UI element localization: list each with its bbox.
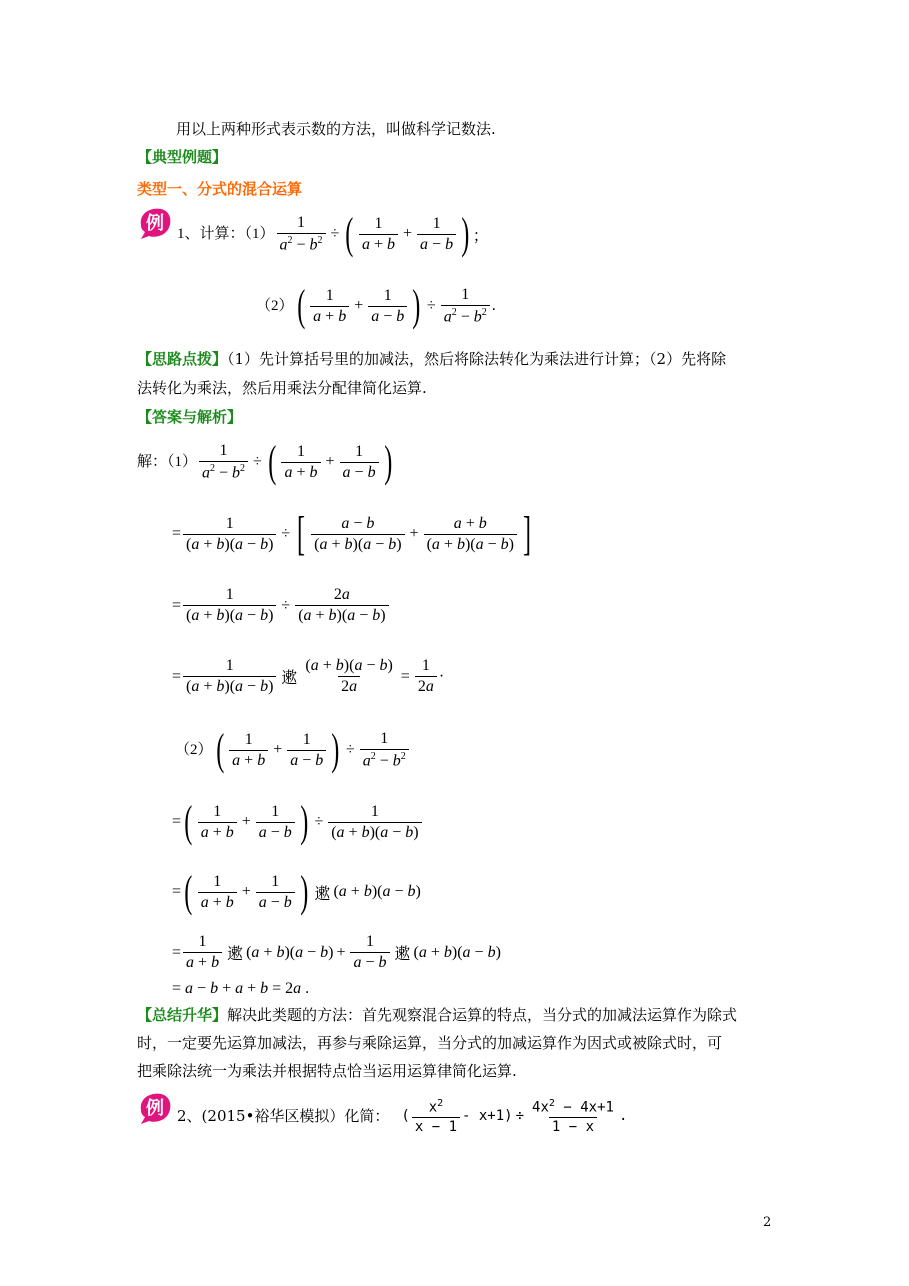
page-number: 2 (763, 1215, 772, 1230)
summary-line1 (137, 1004, 737, 1026)
solution2-step3: = $\frac{1}{a + b}$ 遬 (a + b)(a − b) + $\frac{1}{a - b}$ 遬 (a + b)(a − b) (172, 933, 501, 971)
heading-typical-examples: 【典型例题】 (137, 148, 228, 166)
example1-part2: （2） ( $\frac{1}{a + b}$ + $\frac{1}{a - b}$ ) ÷ $\frac{1}{a^2 - b^2}$ . (256, 281, 496, 330)
solution-step1: = $\frac{1}{(a + b)(a - b)}$ ÷ [ $\frac{a - b}{(a + b)(a - b)}$ + $\frac{a + b}{(a + b)(a - b)}$ ] (172, 507, 531, 560)
mul-glyph: 遬 (281, 670, 298, 687)
hint-line2: 法转化为乘法，然后用乘法分配律简化运算. (137, 379, 427, 397)
part2-label: （2） (256, 298, 294, 314)
solution-step0: 解：（1） $\frac{1}{a^2 - b^2}$ ÷ ( $\frac{1}{a + b}$ + $\frac{1}{a - b}$ ) (137, 437, 392, 486)
summary-text1: 解决此类题的方法：首先观察混合运算的特点，当分式的加减法运算作为除式 (227, 1006, 738, 1024)
example1-prefix: 1、计算：（1） (177, 226, 275, 242)
hint-label: 【思路点拨】 (137, 350, 228, 368)
example2-prefix: 2、(2015•裕华区模拟）化简： (177, 1107, 390, 1126)
example2: 2、(2015•裕华区模拟）化简： ( $\frac{x^2}{x - 1}$ - x+1) ÷ $\frac{4x^2 - 4x+1}{1 - x}$ . (177, 1098, 628, 1135)
period: . (491, 297, 496, 314)
summary-label: 【总结升华】 (137, 1006, 228, 1024)
summary-line3: 把乘除法统一为乘法并根据特点恰当运用运算律简化运算. (137, 1062, 517, 1080)
solution2-step2: = ( $\frac{1}{a + b}$ + $\frac{1}{a - b}$ ) 遬 (a + b)(a − b) (172, 867, 421, 916)
intro-line: 用以上两种形式表示数的方法，叫做科学记数法. (176, 120, 496, 138)
example1-part1: 1、计算：（1） $\frac{1}{a^2 - b^2}$ ÷ ( $\frac{1}{a + b}$ + $\frac{1}{a - b}$ ) ； (177, 209, 489, 258)
semicolon: ； (472, 227, 489, 245)
solution2-final: = a − b + a + b = 2a . (172, 980, 310, 997)
example-badge-icon (137, 1090, 173, 1124)
solution-step3: = $\frac{1}{(a + b)(a - b)}$ 遬 $\frac{(a + b)(a - b)}{2a}$ = $\frac{1}{2a}$ · (172, 657, 445, 695)
badge-label: 例 (146, 213, 164, 234)
jie-label: 解：（1） (137, 454, 198, 470)
solution-step2: = $\frac{1}{(a + b)(a - b)}$ ÷ $\frac{2a}{(a + b)(a - b)}$ (172, 586, 391, 625)
heading-type-one: 类型一、分式的混合运算 (137, 180, 303, 198)
summary-line2: 时，一定要先运算加减法，再参与乘除运算，当分式的加减运算作为因式或被除式时，可 (137, 1034, 723, 1052)
solution2-step0: （2） ( $\frac{1}{a + b}$ + $\frac{1}{a - b}$ ) ÷ $\frac{1}{a^2 - b^2}$ (175, 728, 411, 772)
hint-text1: （1）先计算括号里的加减法，然后将除法转化为乘法进行计算；（2）先将除 (227, 350, 727, 368)
hint-line1 (137, 348, 726, 370)
solution2-step1: = ( $\frac{1}{a + b}$ + $\frac{1}{a - b}$ ) ÷ $\frac{1}{(a + b)(a - b)}$ (172, 800, 424, 844)
fraction: $\frac{1}{a^2 - b^2}$ (277, 214, 326, 254)
badge-label: 例 (146, 1098, 164, 1119)
mul-glyph: 遬 (314, 885, 331, 903)
example2-period: . (618, 1108, 628, 1125)
mul-glyph: 遬 (227, 946, 244, 963)
solution-part2-label: （2） (175, 742, 213, 758)
mul-glyph: 遬 (394, 946, 411, 963)
example-badge-icon (137, 205, 173, 239)
answer-heading: 【答案与解析】 (137, 408, 243, 426)
